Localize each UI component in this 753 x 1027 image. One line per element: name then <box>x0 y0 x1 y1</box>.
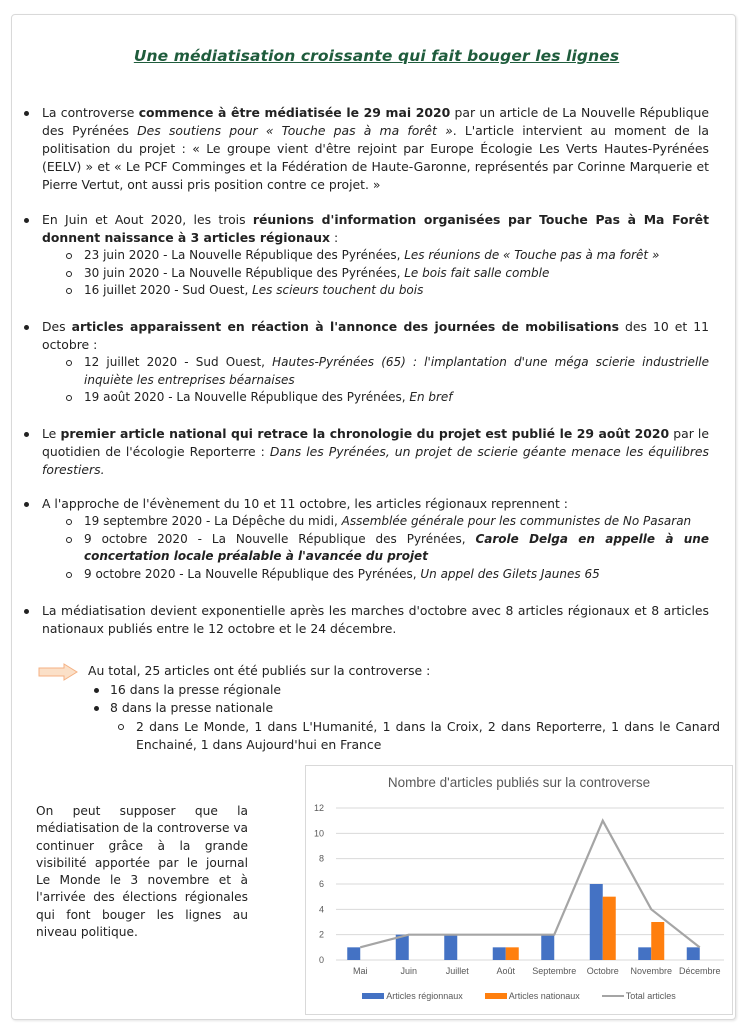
circle-bullet-icon <box>118 724 124 730</box>
legend-item-total: Total articles <box>602 991 676 1001</box>
circle-bullet-icon <box>66 253 72 259</box>
list-item: 23 juin 2020 - La Nouvelle République des Pyrénées, Les réunions de « Touche pas à ma forêt » <box>84 247 709 265</box>
list-item: 9 octobre 2020 - La Nouvelle République des Pyrénées, Carole Delga en appelle à une concertation locale préalable à l'avancée du projet <box>84 531 709 566</box>
x-tick-label: Décembre <box>678 966 721 976</box>
bullet-icon <box>94 688 99 693</box>
bar-regional <box>541 935 554 960</box>
right-arrow-icon <box>38 663 78 681</box>
side-note: On peut supposer que la médiatisation de la controverse va continuer grâce à la grande visibilité apportée par le journal Le Monde le 3 novembre et à l'arrivée des élections régionales qui font bouger les lignes au niveau politique. <box>36 804 248 940</box>
circle-bullet-icon <box>66 271 72 277</box>
x-tick-label: Octobre <box>586 966 619 976</box>
bar-regional <box>493 947 506 960</box>
y-tick-label: 0 <box>318 955 324 965</box>
circle-bullet-icon <box>66 519 72 525</box>
bar-national <box>603 897 616 960</box>
y-tick-label: 2 <box>318 929 324 940</box>
legend-item-national: Articles nationaux <box>485 991 580 1001</box>
x-tick-label: Septembre <box>532 966 577 976</box>
list-item: 19 septembre 2020 - La Dépêche du midi, Assemblée générale pour les communistes de No Pasaran <box>84 513 709 531</box>
circle-bullet-icon <box>66 395 72 401</box>
y-tick-label: 6 <box>318 879 324 889</box>
legend-swatch-icon <box>362 993 384 999</box>
list-item: 19 août 2020 - La Nouvelle République des Pyrénées, En bref <box>84 389 709 407</box>
list-item: 12 juillet 2020 - Sud Ouest, Hautes-Pyrénées (65) : l'implantation d'une méga scierie industrielle inquiète les entreprises béarnaises <box>84 354 709 389</box>
legend-swatch-icon <box>485 993 507 999</box>
bullet-icon <box>24 502 29 507</box>
chart-title: Nombre d'articles publiés sur la controverse <box>387 775 651 790</box>
x-tick-label: Juillet <box>445 966 469 976</box>
section-first-national-article: Le premier article national qui retrace la chronologie du projet est publié le 29 août 2020 par le quotidien de l'écologie Reporterre : Dans les Pyrénées, un projet de scierie géante menace les équilibres forestiers. <box>42 425 709 479</box>
circle-bullet-icon <box>66 360 72 366</box>
y-tick-label: 10 <box>313 828 324 839</box>
legend-item-regional: Articles régionnaux <box>362 991 463 1001</box>
chart-plot-area <box>306 766 732 988</box>
list-item: 16 juillet 2020 - Sud Ouest, Les scieurs touchent du bois <box>84 282 709 300</box>
x-tick-label: Novembre <box>630 966 673 976</box>
bar-regional <box>590 884 603 960</box>
section-information-meetings: En Juin et Aout 2020, les trois réunions d'information organisées par Touche Pas à Ma Forêt donnent naissance à 3 articles régionaux : 23 juin 2020 - La Nouvelle République des Pyrénées, Les réunions de « Touche pas à ma forêt » 30 juin 2020 - La Nouvelle République des Pyrénées, Le bois fait salle comble 16 juillet 2020 - Sud Ouest, Les scieurs touchent du bois <box>42 211 709 300</box>
bullet-icon <box>24 432 29 437</box>
list-item: 16 dans la presse régionale <box>110 681 722 700</box>
bar-regional <box>638 947 651 960</box>
list-item: 30 juin 2020 - La Nouvelle République des Pyrénées, Le bois fait salle comble <box>84 265 709 283</box>
bar-regional <box>444 935 457 960</box>
list-item: 8 dans la presse nationale <box>110 699 722 718</box>
x-tick-label: Juin <box>400 966 418 976</box>
legend-line-icon <box>602 995 624 997</box>
summary-heading: Au total, 25 articles ont été publiés sur la controverse : <box>88 663 431 678</box>
circle-bullet-icon <box>66 537 72 543</box>
articles-chart <box>305 765 733 1015</box>
circle-bullet-icon <box>66 288 72 294</box>
y-tick-label: 4 <box>318 904 324 915</box>
bullet-icon <box>94 706 99 711</box>
bar-regional <box>347 947 360 960</box>
section-mobilisation-reactions: Des articles apparaissent en réaction à l'annonce des journées de mobilisations des 10 et 11 octobre : 12 juillet 2020 - Sud Ouest, Hautes-Pyrénées (65) : l'implantation d'une méga scierie industrielle inquiète les entreprises béarnaises 19 août 2020 - La Nouvelle République des Pyrénées, En bref <box>42 318 709 407</box>
summary-block <box>42 662 722 755</box>
circle-bullet-icon <box>66 572 72 578</box>
bullet-icon <box>24 111 29 116</box>
y-tick-label: 8 <box>318 853 324 864</box>
section-first-coverage: La controverse commence à être médiatisée le 29 mai 2020 par un article de La Nouvelle République des Pyrénées Des soutiens pour « Touche pas à ma forêt ». L'article intervient au moment de la politisation du projet : « Le groupe vient d'être rejoint par Europe Écologie Les Verts Hautes-Pyrénées (EELV) » et « Le PCF Comminges et la Fédération de Haute-Garonne, représentés par Corinne Marquerie et Pierre Vertut, ont aussi pris position contre ce projet. » <box>42 104 709 194</box>
x-tick-label: Mai <box>352 966 368 976</box>
bullet-icon <box>24 218 29 223</box>
bullet-icon <box>24 325 29 330</box>
x-tick-label: Août <box>496 966 516 976</box>
page-title: Une médiatisation croissante qui fait bouger les lignes <box>133 47 620 65</box>
section-exponential-coverage: La médiatisation devient exponentielle après les marches d'octobre avec 8 articles régionaux et 8 articles nationaux publiés entre le 12 octobre et le 24 décembre. <box>42 602 709 638</box>
chart-legend <box>306 991 732 1001</box>
bar-national <box>506 947 519 960</box>
list-item: 9 octobre 2020 - La Nouvelle République des Pyrénées, Un appel des Gilets Jaunes 65 <box>84 566 709 584</box>
bar-regional <box>687 947 700 960</box>
y-tick-label: 12 <box>313 803 324 813</box>
list-item: 2 dans Le Monde, 1 dans L'Humanité, 1 dans la Croix, 2 dans Reporterre, 1 dans le Canard Enchainé, 1 dans Aujourd'hui en France <box>136 718 720 755</box>
section-october-event: A l'approche de l'évènement du 10 et 11 octobre, les articles régionaux reprennent : 19 septembre 2020 - La Dépêche du midi, Assemblée générale pour les communistes de No Pasaran 9 octobre 2020 - La Nouvelle République des Pyrénées, Carole Delga en appelle à une concertation locale préalable à l'avancée du projet 9 octobre 2020 - La Nouvelle République des Pyrénées, Un appel des Gilets Jaunes 65 <box>42 495 709 583</box>
bar-national <box>651 922 664 960</box>
bullet-icon <box>24 609 29 614</box>
